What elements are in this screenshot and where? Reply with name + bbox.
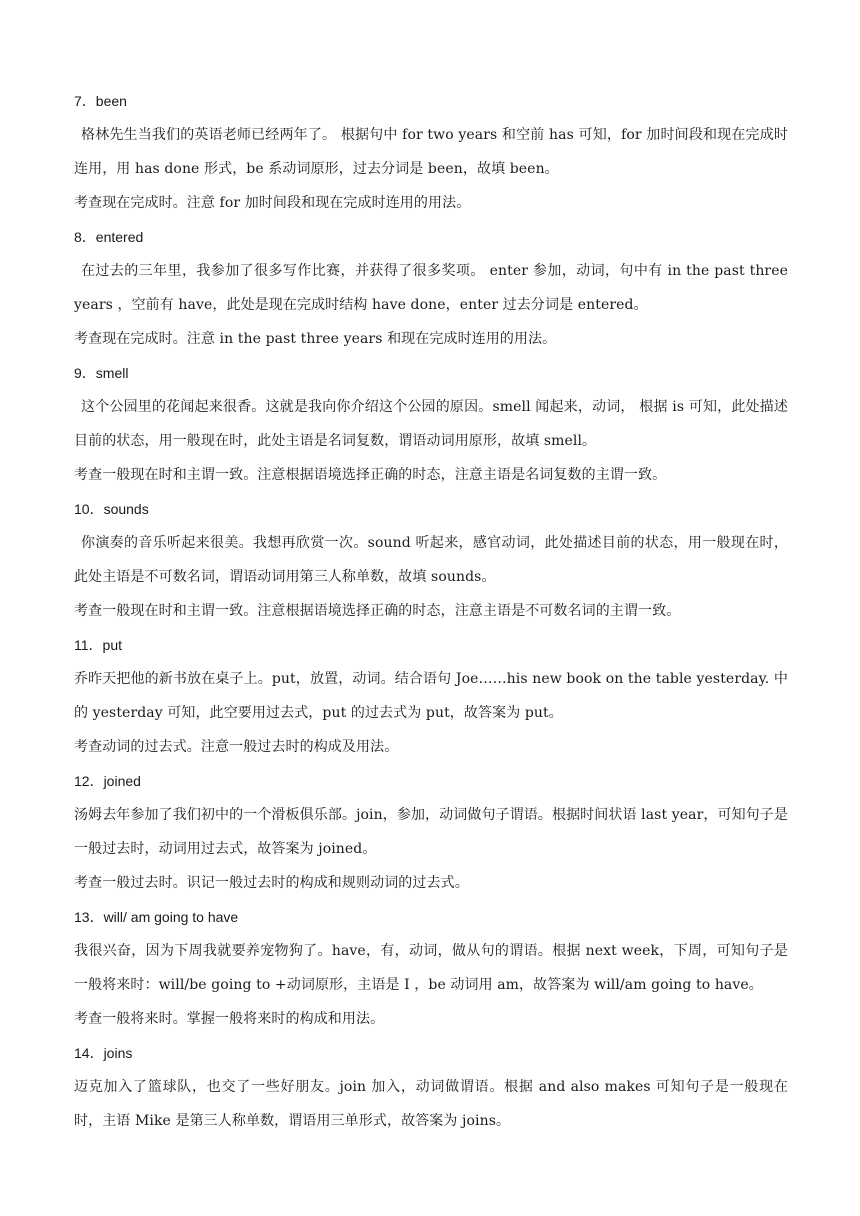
answer-note: 考查一般过去时。识记一般过去时的构成和规则动词的过去式。 [74,875,469,891]
answer-explanation: 格林先生当我们的英语老师已经两年了。 根据句中 for two years 和空前 has 可知，for 加时间段和现在完成时连用，用 has done 形式，be 系动词原形，过去分词是 been，故填 been。 [74,127,788,177]
answer-item-11 [74,628,788,764]
answer-note: 考查一般现在时和主谓一致。注意根据语境选择正确的时态，注意主语是不可数名词的主谓一致。 [74,603,681,619]
answer-heading: 13．will/ am going to have [74,909,239,925]
answer-heading: 11．put [74,637,122,653]
answer-heading: 9．smell [74,365,129,381]
answer-explanation: 乔昨天把他的新书放在桌子上。put，放置，动词。结合语句 Joe……his new book on the table yesterday. 中的 yesterday 可知，此空要用过去式，put 的过去式为 put，故答案为 put。 [74,671,788,721]
answer-explanation: 迈克加入了篮球队，也交了一些好朋友。join 加入，动词做谓语。根据 and also makes 可知句子是一般现在时，主语 Mike 是第三人称单数，谓语用三单形式，故答案为 joins。 [74,1079,788,1129]
answer-heading: 10．sounds [74,501,149,517]
answer-note: 考查一般将来时。掌握一般将来时的构成和用法。 [74,1011,385,1027]
answer-item-8 [74,220,788,356]
answer-heading: 8．entered [74,229,144,245]
answer-item-12 [74,764,788,900]
answer-heading: 12．joined [74,773,141,789]
answer-explanation: 在过去的三年里，我参加了很多写作比赛，并获得了很多奖项。 enter 参加，动词，句中有 in the past three years ，空前有 have，此处是现在完成时结构 have done，enter 过去分词是 entered。 [74,263,788,313]
answer-explanation: 这个公园里的花闻起来很香。这就是我向你介绍这个公园的原因。smell 闻起来，动词， 根据 is 可知，此处描述目前的状态，用一般现在时，此处主语是名词复数，谓语动词用原形，故填 smell。 [74,399,788,449]
answer-explanation: 你演奏的音乐听起来很美。我想再欣赏一次。sound 听起来，感官动词，此处描述目前的状态，用一般现在时，此处主语是不可数名词，谓语动词用第三人称单数，故填 sounds。 [74,535,788,585]
answer-item-10 [74,492,788,628]
answer-item-9 [74,356,788,492]
answer-explanation: 汤姆去年参加了我们初中的一个滑板俱乐部。join，参加，动词做句子谓语。根据时间状语 last year，可知句子是一般过去时，动词用过去式，故答案为 joined。 [74,807,788,857]
answer-item-13 [74,900,788,1036]
answer-note: 考查现在完成时。注意 in the past three years 和现在完成时连用的用法。 [74,331,557,347]
answer-explanation: 我很兴奋，因为下周我就要养宠物狗了。have，有，动词，做从句的谓语。根据 next week，下周，可知句子是一般将来时：will/be going to +动词原形，主语是 I ，be 动词用 am，故答案为 will/am going to have。 [74,943,788,993]
answer-heading: 14．joins [74,1045,133,1061]
answer-item-7 [74,84,788,220]
answer-heading: 7．been [74,93,127,109]
answer-note: 考查现在完成时。注意 for 加时间段和现在完成时连用的用法。 [74,195,471,211]
answer-item-14 [74,1036,788,1138]
answer-note: 考查动词的过去式。注意一般过去时的构成及用法。 [74,739,399,755]
answer-note: 考查一般现在时和主谓一致。注意根据语境选择正确的时态，注意主语是名词复数的主谓一致。 [74,467,667,483]
